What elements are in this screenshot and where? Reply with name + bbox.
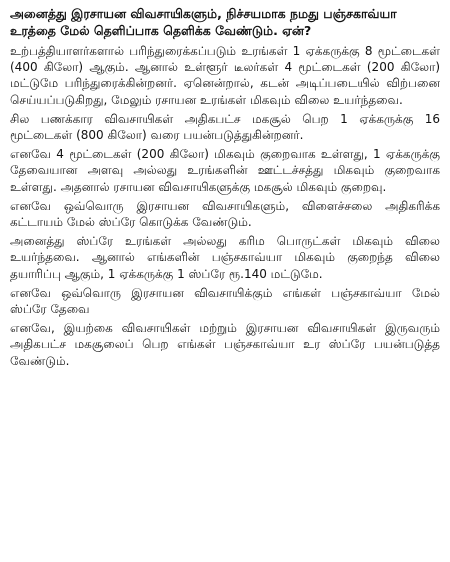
paragraph-low-cost-product: அனைத்து ஸ்ப்ரே உரங்கள் அல்லது கரிம பொருட்கள் மிகவும் விலை உயர்ந்தவை. ஆனால் எங்களின் பஞ்சகாவ்யா மிகவும் குறைந்த விலை தயாரிப்பு ஆகும், 1 ஏக்கருக்கு 1 ஸ்ப்ரே ரூ.140 மட்டுமே.: [10, 234, 440, 281]
document-heading: அனைத்து இரசாயன விவசாயிகளும், நிச்சயமாக நமது பஞ்சகாவ்யா உரத்தை மேல் தெளிப்பாக தெளிக்க வேண்டும். ஏன்?: [10, 6, 397, 38]
paragraph-spray-required: எனவே ஒவ்வொரு இரசாயன விவசாயிகளும், விளைச்சலை அதிகரிக்க கட்டாயம் மேல் ஸ்ப்ரே கொடுக்க வேண்டும்.: [10, 198, 440, 230]
paragraph-conclusion: எனவே, இயற்கை விவசாயிகள் மற்றும் இரசாயன விவசாயிகள் இருவரும் அதிகபட்ச மகசூலைப் பெற எங்கள் பஞ்சகாவ்யா உர ஸ்ப்ரே பயன்படுத்த வேண்டும்.: [10, 321, 440, 368]
paragraph-low-yield: எனவே 4 மூட்டைகள் (200 கிலோ) மிகவும் குறைவாக உள்ளது, 1 ஏக்கருக்கு தேவையான அளவு அல்லது உரங்களின் ஊட்டச்சத்து மிகவும் குறைவாக உள்ளது. அதனால் ரசாயன விவசாயிகளுக்கு மகசூல் மிகவும் குறைவு.: [10, 147, 440, 194]
paragraph-rich-farmers: சில பணக்கார விவசாயிகள் அதிகபட்ச மகசூல் பெற 1 ஏக்கருக்கு 16 மூட்டைகள் (800 கிலோ) வரை பயன்படுத்துகின்றனர்.: [10, 111, 440, 143]
paragraph-every-farmer: எனவே ஒவ்வொரு இரசாயன விவசாயிக்கும் எங்கள் பஞ்சகாவ்யா மேல் ஸ்ப்ரே தேவை: [10, 285, 440, 317]
paragraph-fertilizer-recommendation: உற்பத்தியாளர்களால் பரிந்துரைக்கப்படும் உரங்கள் 1 ஏக்கருக்கு 8 மூட்டைகள் (400 கிலோ) ஆகும். ஆனால் உள்ளூர் டீலர்கள் 4 மூட்டைகள் (200 கிலோ) மட்டுமே பரிந்துரைக்கின்றனர். ஏனென்றால், கடன் அடிப்படையில் விற்பனை செய்யப்படுகிறது, மேலும் ரசாயன உரங்கள் மிகவும் விலை உயர்ந்தவை.: [10, 44, 440, 107]
